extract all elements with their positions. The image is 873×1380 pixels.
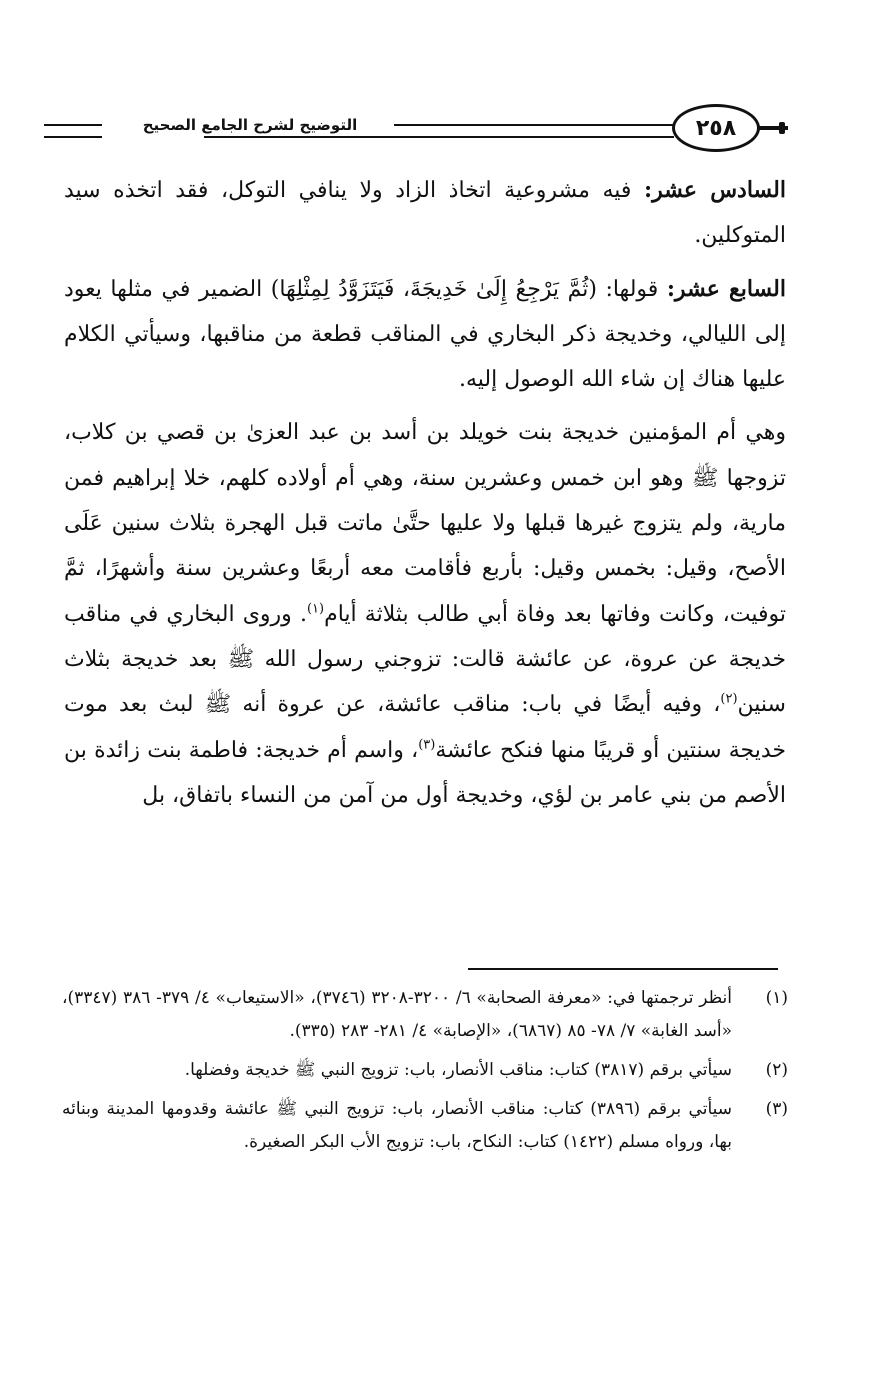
header-rule-left — [44, 124, 102, 138]
footnote — [62, 1054, 788, 1087]
paragraph-lead: السابع عشر: — [666, 275, 786, 302]
footnote-ref[interactable]: (٣) — [418, 737, 436, 753]
paragraph-text: . وروى البخاري في مناقب خديجة عن عروة، عن عائشة قالت: تزوجني رسول الله ﷺ بعد خديجة بثلاث سنين — [64, 601, 786, 718]
paragraph — [64, 410, 786, 818]
paragraph-text: قولها: (ثُمَّ يَرْجِعُ إِلَىٰ خَدِيجَةَ، فَيَتَزَوَّدُ لِمِثْلِهَا) الضمير في مثلها يعود إلى الليالي، وخديجة ذكر البخاري في المناقب قطعة من مناقبها، وسيأتي الكلام عليها هناك إن شاء الله الوصول إليه. — [64, 276, 786, 393]
paragraph-text: وهي أم المؤمنين خديجة بنت خويلد بن أسد بن عبد العزىٰ بن قصي بن كلاب، تزوجها ﷺ وهو ابن خمس وعشرين سنة، وهي أم أولاده كلهم، خلا إبراهيم فمن مارية، ولم يتزوج غيرها قبلها ولا عليها حتَّىٰ ماتت قبل الهجرة بثلاث سنين عَلَى الأصح، وقيل: بخمس وقيل: بأربع فأقامت معه أربعًا وعشرين سنة وأشهرًا، ثمَّ توفيت، وكانت وفاتها بعد وفاة أبي طالب بثلاثة أيام — [64, 420, 787, 627]
footnotes — [62, 982, 788, 1165]
main-text — [64, 168, 786, 826]
footnote-ref[interactable]: (٢) — [720, 691, 738, 707]
page-header — [44, 100, 784, 170]
footnote-text: أنظر ترجمتها في: «معرفة الصحابة» ٦/ ٣٢٠٠-٣٢٠٨ (٣٧٤٦)، «الاستيعاب» ٤/ ٣٧٩- ٣٨٦ (٣٣٤٧)، «أسد الغابة» ٧/ ٧٨- ٨٥ (٦٨٦٧)، «الإصابة» ٤/ ٢٨١- ٢٨٣ (٣٣٥). — [62, 988, 732, 1041]
paragraph — [64, 168, 786, 259]
footnote — [62, 982, 788, 1048]
footnote — [62, 1093, 788, 1159]
paragraph-text: ، وفيه أيضًا في باب: مناقب عائشة، عن عروة أنه ﷺ لبث بعد موت خديجة سنتين أو قريبًا منها فنكح عائشة — [64, 692, 786, 763]
footnote-number: (٣) — [765, 1099, 788, 1119]
footnote-divider — [468, 968, 778, 970]
paragraph — [64, 267, 786, 403]
paragraph-lead: السادس عشر: — [643, 177, 786, 203]
footnote-text: سيأتي برقم (٣٨١٧) كتاب: مناقب الأنصار، باب: تزويج النبي ﷺ خديجة وفضلها. — [184, 1060, 732, 1080]
paragraph-text: ، واسم أم خديجة: فاطمة بنت زائدة بن الأصم من بني عامر بن لؤي، وخديجة أول من آمن من النساء باتفاق، بل — [64, 737, 786, 808]
footnote-ref[interactable]: (١) — [306, 601, 325, 617]
footnote-text: سيأتي برقم (٣٨٩٦) كتاب: مناقب الأنصار، باب: تزويج النبي ﷺ عائشة وقدومها المدينة وبنائه بها، ورواه مسلم (١٤٢٢) كتاب: النكاح، باب: تزويج الأب البكر الصغيرة. — [62, 1099, 732, 1152]
footnote-number: (١) — [765, 988, 788, 1008]
running-title: التوضيح لشرح الجامع الصحيح — [106, 116, 394, 134]
footnote-number: (٢) — [765, 1060, 788, 1080]
oval-ornament-end — [779, 122, 785, 134]
paragraph-text: فيه مشروعية اتخاذ الزاد ولا ينافي التوكل، فقد اتخذه سيد المتوكلين. — [64, 178, 786, 249]
page-number: ٢٥٨ — [672, 104, 760, 152]
